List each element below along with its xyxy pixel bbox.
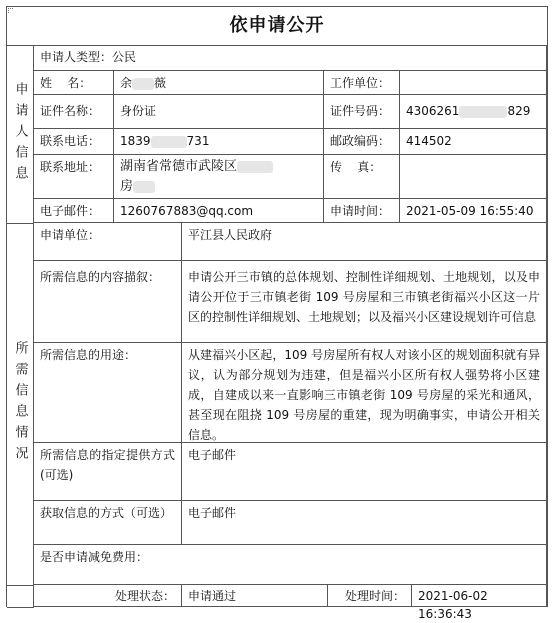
provide-method-label: 所需信息的指定提供方式(可选) bbox=[34, 443, 182, 501]
unit-label: 申请单位： bbox=[34, 223, 182, 261]
obtain-method-value: 电子邮件 bbox=[182, 501, 547, 545]
id-type-value: 身份证 bbox=[114, 95, 324, 129]
processing-time-label: 处理时间： bbox=[328, 585, 412, 607]
purpose-value: 从建福兴小区起，109 号房屋所有权人对该小区的规划面积就有异议，认为部分规划为违建，但是福兴小区所有权人强势将小区建成，自建成以来一直影响三市镇老街 109 号房屋的采光和通风，甚至现在阻挠 109 号房屋的重建，现为明确事实，申请公开相关信息。 bbox=[182, 343, 547, 443]
status-value: 申请通过 bbox=[182, 585, 328, 607]
application-form bbox=[6, 6, 548, 621]
redaction-blur bbox=[459, 106, 507, 118]
redaction-blur bbox=[133, 181, 155, 193]
id-number-label: 证件号码： bbox=[324, 95, 400, 129]
form-title: 依申请公开 bbox=[7, 7, 547, 46]
processing-side-cell bbox=[7, 585, 34, 608]
fee-waiver-label: 是否申请减免费用： bbox=[40, 550, 149, 564]
work-unit-label: 工作单位： bbox=[324, 71, 400, 95]
name-label: 姓 名： bbox=[34, 71, 114, 95]
applicant-section-label: 申请人信息 bbox=[7, 45, 34, 224]
name-value: 余 薇 bbox=[114, 71, 324, 95]
id-number-value: 4306261 829 bbox=[400, 95, 547, 129]
applicant-type-row bbox=[34, 45, 547, 71]
id-type-label: 证件名称： bbox=[34, 95, 114, 129]
content-value: 申请公开三市镇的总体规划、控制性详细规划、土地规划，以及申请公开位于三市镇老街 109 号房屋和三市镇老街福兴小区这一片区的控制性详细规划、土地规划；以及福兴小区建设规划许可信息 bbox=[182, 261, 547, 343]
fax-value bbox=[400, 155, 547, 199]
redaction-blur bbox=[237, 161, 273, 173]
work-unit-value bbox=[400, 71, 547, 95]
phone-value: 1839 731 bbox=[114, 129, 324, 155]
redaction-blur bbox=[132, 78, 154, 90]
provide-method-value: 电子邮件 bbox=[182, 443, 547, 501]
applicant-type-label: 申请人类型： bbox=[40, 50, 113, 64]
postcode-value: 414502 bbox=[400, 129, 547, 155]
address-label: 联系地址： bbox=[34, 155, 114, 199]
fax-label: 传 真： bbox=[324, 155, 400, 199]
postcode-label: 邮政编码： bbox=[324, 129, 400, 155]
apply-time-label: 申请时间： bbox=[324, 199, 400, 223]
obtain-method-label: 获取信息的方式（可选） bbox=[34, 501, 182, 545]
unit-value: 平江县人民政府 bbox=[182, 223, 547, 261]
email-label: 电子邮件： bbox=[34, 199, 114, 223]
info-section-label: 所需信息情况 bbox=[7, 223, 34, 586]
content-label: 所需信息的内容描叙： bbox=[34, 261, 182, 343]
fee-waiver-row bbox=[34, 545, 547, 585]
phone-label: 联系电话： bbox=[34, 129, 114, 155]
processing-time-value: 2021-06-02 16:36:43 bbox=[412, 585, 547, 607]
apply-time-value: 2021-05-09 16:55:40 bbox=[400, 199, 547, 223]
purpose-label: 所需信息的用途： bbox=[34, 343, 182, 443]
status-label: 处理状态： bbox=[34, 585, 182, 607]
address-value: 湖南省常德市武陵区 房 bbox=[114, 155, 324, 199]
redaction-blur bbox=[151, 136, 187, 148]
email-value: 1260767883@qq.com bbox=[114, 199, 324, 223]
applicant-type-value: 公民 bbox=[112, 50, 137, 64]
